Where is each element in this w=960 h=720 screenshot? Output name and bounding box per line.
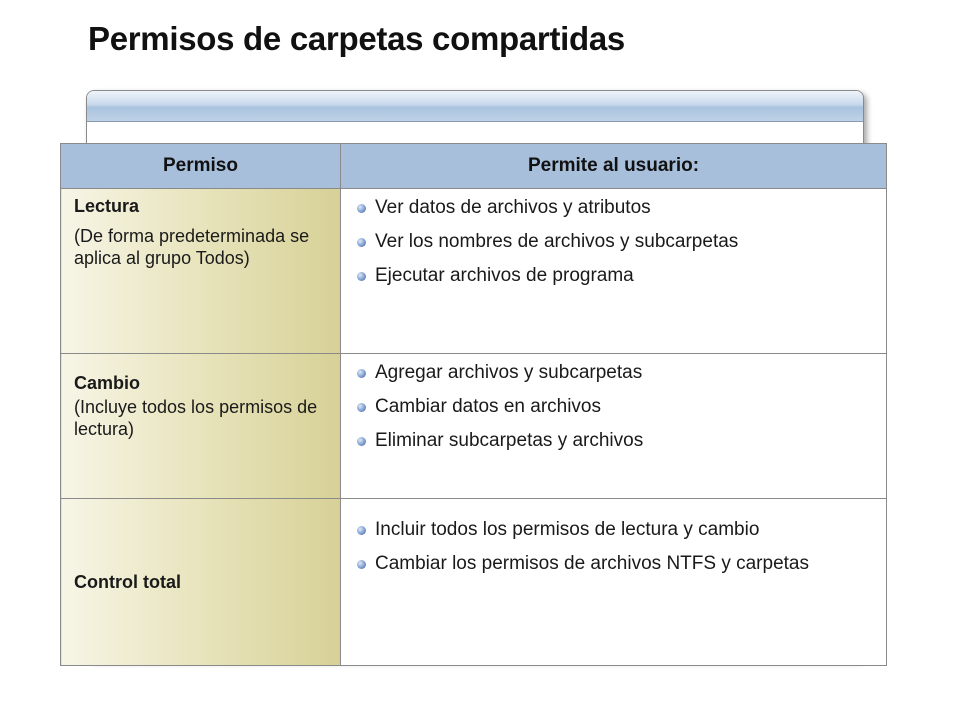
list-item: Cambiar datos en archivos xyxy=(355,396,874,418)
window-title-bar xyxy=(87,91,863,122)
bullet-icon xyxy=(357,403,366,412)
header-allows: Permite al usuario: xyxy=(341,144,887,189)
allows-cell xyxy=(341,354,887,499)
table-row xyxy=(61,499,887,666)
list-item: Ver datos de archivos y atributos xyxy=(355,197,874,219)
allows-list xyxy=(355,519,874,575)
table-row xyxy=(61,354,887,499)
permission-name: Lectura xyxy=(74,196,140,216)
table-row xyxy=(61,189,887,354)
allows-cell xyxy=(341,499,887,666)
bullet-icon xyxy=(357,238,366,247)
table-header-row xyxy=(61,144,887,189)
list-item: Agregar archivos y subcarpetas xyxy=(355,362,874,384)
allows-list xyxy=(355,362,874,452)
permission-name: Control total xyxy=(74,572,181,592)
list-item: Cambiar los permisos de archivos NTFS y carpetas xyxy=(355,553,874,575)
permissions-table xyxy=(60,143,887,666)
permission-note: (Incluye todos los permisos de lectura) xyxy=(74,397,318,439)
permission-name: Cambio xyxy=(74,373,141,393)
permission-note: (De forma predeterminada se aplica al grupo Todos) xyxy=(74,226,310,268)
allows-cell xyxy=(341,189,887,354)
list-item: Eliminar subcarpetas y archivos xyxy=(355,430,874,452)
permission-cell xyxy=(61,354,341,499)
bullet-icon xyxy=(357,560,366,569)
bullet-icon xyxy=(357,204,366,213)
bullet-icon xyxy=(357,437,366,446)
list-item: Incluir todos los permisos de lectura y cambio xyxy=(355,519,874,541)
bullet-icon xyxy=(357,526,366,535)
allows-list xyxy=(355,197,874,287)
permission-cell xyxy=(61,499,341,666)
page-title: Permisos de carpetas compartidas xyxy=(88,20,625,57)
list-item: Ejecutar archivos de programa xyxy=(355,265,874,287)
permission-cell xyxy=(61,189,341,354)
bullet-icon xyxy=(357,272,366,281)
header-permission: Permiso xyxy=(61,144,341,189)
list-item: Ver los nombres de archivos y subcarpetas xyxy=(355,231,874,253)
bullet-icon xyxy=(357,369,366,378)
